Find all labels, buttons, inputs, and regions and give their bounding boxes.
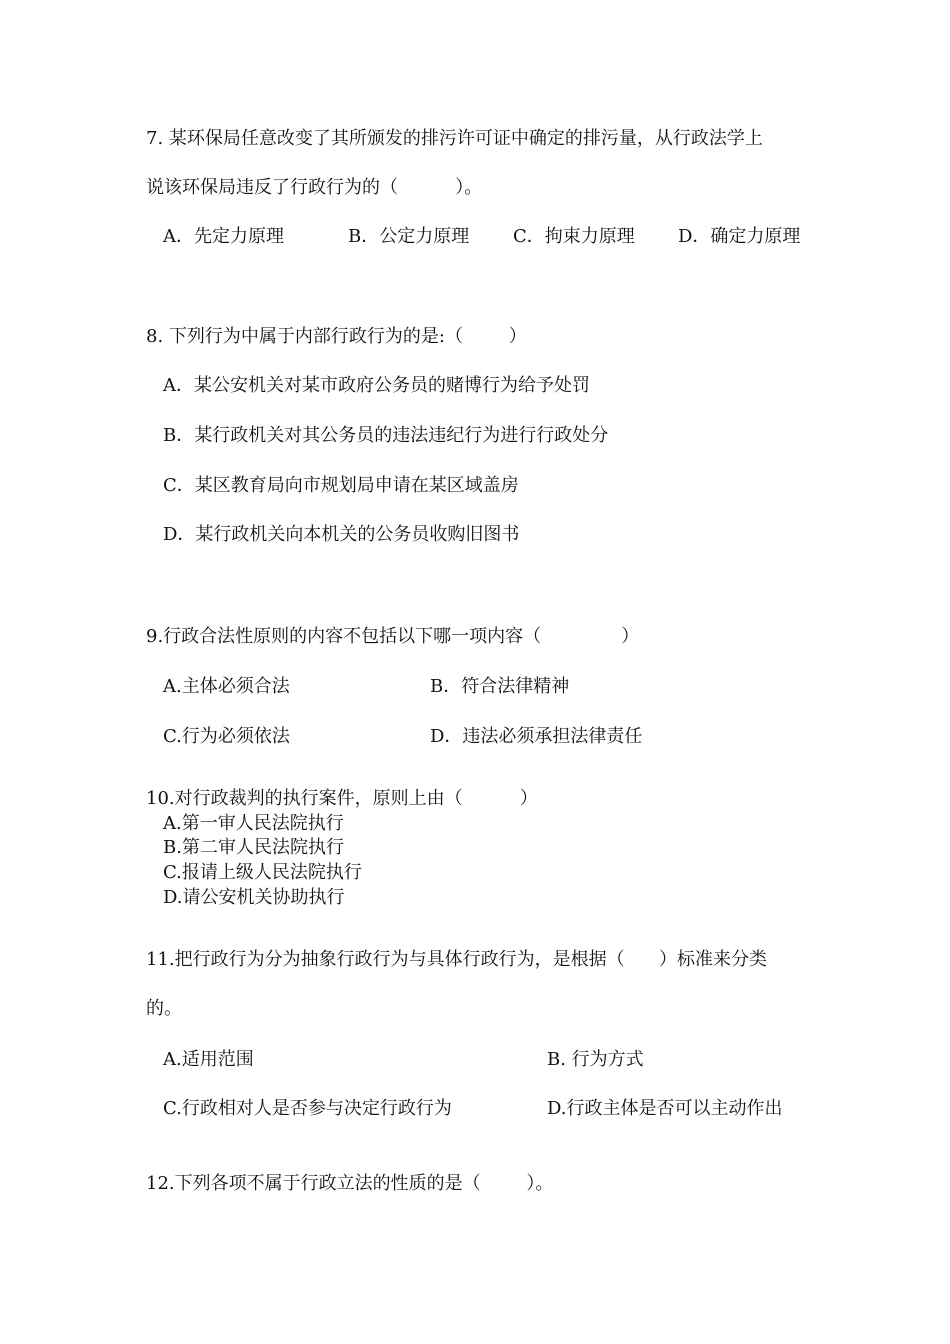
question-11-line-1: 11.把行政行为分为抽象行政行为与具体行政行为，是根据（ ）标准来分类 (146, 949, 767, 970)
question-10-option-b: B.第二审人民法院执行 (163, 837, 344, 858)
question-11-option-c: C.行政相对人是否参与决定行政行为 (163, 1098, 452, 1119)
question-7-option-d: D．确定力原理 (678, 226, 801, 247)
question-10-option-c: C.报请上级人民法院执行 (163, 862, 362, 883)
question-9-option-c: C.行为必须依法 (163, 726, 290, 747)
question-11-option-a: A.适用范围 (163, 1049, 254, 1070)
question-7-option-b: B．公定力原理 (348, 226, 470, 247)
question-11-option-d: D.行政主体是否可以主动作出 (547, 1098, 783, 1119)
question-9-option-a: A.主体必须合法 (163, 676, 290, 697)
question-11-line-2: 的。 (146, 998, 182, 1019)
question-8-option-d: D．某行政机关向本机关的公务员收购旧图书 (163, 524, 520, 545)
question-9-option-d: D．违法必须承担法律责任 (430, 726, 643, 747)
question-9-option-b: B．符合法律精神 (430, 676, 570, 697)
question-7-line-2: 说该环保局违反了行政行为的（ ）。 (146, 177, 483, 198)
question-7-line-1: 7. 某环保局任意改变了其所颁发的排污许可证中确定的排污量，从行政法学上 (146, 128, 763, 149)
question-12-stem: 12.下列各项不属于行政立法的性质的是（ ）。 (146, 1173, 554, 1194)
question-9-stem: 9.行政合法性原则的内容不包括以下哪一项内容（ ） (146, 626, 640, 647)
question-8-option-b: B．某行政机关对其公务员的违法违纪行为进行行政处分 (163, 425, 609, 446)
question-8-option-a: A．某公安机关对某市政府公务员的赌博行为给予处罚 (163, 375, 590, 396)
question-10-option-a: A.第一审人民法院执行 (163, 813, 344, 834)
question-10-option-d: D.请公安机关协助执行 (163, 887, 345, 908)
question-8-option-c: C．某区教育局向市规划局申请在某区域盖房 (163, 475, 519, 496)
question-10-stem: 10.对行政裁判的执行案件，原则上由（ ） (146, 788, 538, 809)
question-7-option-c: C．拘束力原理 (513, 226, 635, 247)
question-7-option-a: A．先定力原理 (163, 226, 284, 247)
question-8-stem: 8. 下列行为中属于内部行政行为的是:（ ） (146, 326, 527, 347)
question-11-option-b: B. 行为方式 (547, 1049, 644, 1070)
